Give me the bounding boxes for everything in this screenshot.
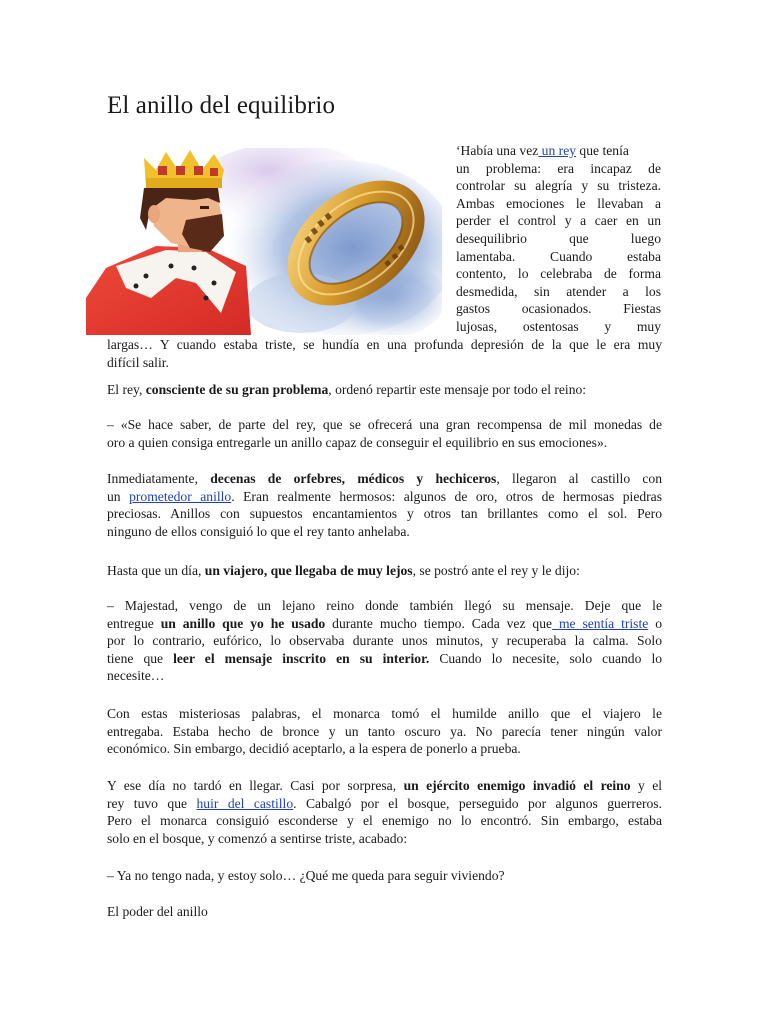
intro-line: Ambas emociones le llevaban a [456,195,661,211]
intro-line: difícil salir. [107,354,169,370]
intro-line: gastos ocasionados. Fiestas [456,301,661,317]
intro-line: desmedida, sin atender a los [456,283,661,299]
intro-line: desequilibrio que luego [456,230,661,246]
paragraph-1: El rey, consciente de su gran problema, ordenó repartir este mensaje por todo el reino: [107,382,587,397]
paragraph-3: Inmediatamente, decenas de orfebres, médicos y hechiceros, llegaron al castillo con un prometedor anillo. Eran realmente hermosos: algunos de oro, otros de hermosas piedras preciosas. Anillos con supuestos encantamientos y otros tan brillantes como el sol. Pero ninguno de ellos consiguió lo que el rey tanto anhelaba. [107,471,662,539]
link-prometedor-anillo[interactable]: prometedor anillo [129,488,232,504]
intro-line: perder el control y a caer en un [456,213,661,229]
illustration-svg [86,148,442,335]
bold-phrase: un anillo que yo he usado [160,615,326,631]
intro-line: contento, lo celebraba de forma [456,266,661,282]
intro-paragraph [456,142,661,336]
paragraph-6: Con estas misteriosas palabras, el monarca tomó el humilde anillo que el viajero le entregaba. Estaba hecho de bronce y un tanto oscuro ya. No parecía tener ningún valor económico. Sin embargo, decidió aceptarlo, a la espera de ponerlo a prueba. [107,706,662,757]
section-heading-poder-del-anillo: El poder del anillo [107,904,208,919]
bold-phrase: decenas de orfebres, médicos y hechiceros [210,471,497,486]
intro-line: controlar su alegría y su tristeza. [456,178,661,194]
paragraph-5: – Majestad, vengo de un lejano reino donde también llegó su mensaje. Deje que le entregue un anillo que yo he usado durante mucho tiempo. Cada vez que me sentía triste o por lo contrario, eufórico, lo observaba durante unos minutos, y recuperaba la calma. Solo tiene que leer el mensaje inscrito en su interior. Cuando lo necesite, solo cuando lo necesite… [107,598,663,684]
bold-phrase: un ejército enemigo invadió el reino [403,778,631,793]
link-huir-del-castillo[interactable]: huir del castillo [196,795,294,811]
intro-line: lujosas, ostentosas y muy [456,318,661,334]
bold-phrase: un viajero, que llegaba de muy lejos [204,563,413,578]
page-title: El anillo del equilibrio [107,92,336,119]
paragraph-4: Hasta que un día, un viajero, que llegaba de muy lejos, se postró ante el rey y le dijo: [107,563,580,578]
intro-line: lamentaba. Cuando estaba [456,248,661,264]
bold-phrase: leer el mensaje inscrito en su interior. [173,650,430,666]
paragraph-7: Y ese día no tardó en llegar. Casi por sorpresa, un ejército enemigo invadió el reino y el rey tuvo que huir del castillo. Cabalgó por el bosque, perseguido por algunos guerreros. Pero el monarca consiguió esconderse y el enemigo no lo encontró. Sin embargo, estaba solo en el bosque, y comenzó a sentirse triste, acabado: [107,778,663,846]
story-illustration [86,148,442,335]
intro-line: largas… Y cuando estaba triste, se hundía en una profunda depresión de la que le era muy [107,337,662,352]
intro-line: ‘Había una vez un rey que tenía [456,143,629,158]
link-me-sentia-triste[interactable]: me sentía triste [552,615,649,631]
intro-paragraph-continued [107,336,662,371]
paragraph-2: – «Se hace saber, de parte del rey, que se ofrecerá una gran recompensa de mil monedas de oro a quien consiga entregarle un anillo capaz de conseguir el equilibrio en sus emociones». [107,417,662,450]
link-un-rey[interactable]: un rey [538,143,577,158]
intro-line: un problema: era incapaz de [456,160,661,176]
bold-phrase: consciente de su gran problema [145,382,329,397]
paragraph-8: – Ya no tengo nada, y estoy solo… ¿Qué me queda para seguir viviendo? [107,868,505,883]
